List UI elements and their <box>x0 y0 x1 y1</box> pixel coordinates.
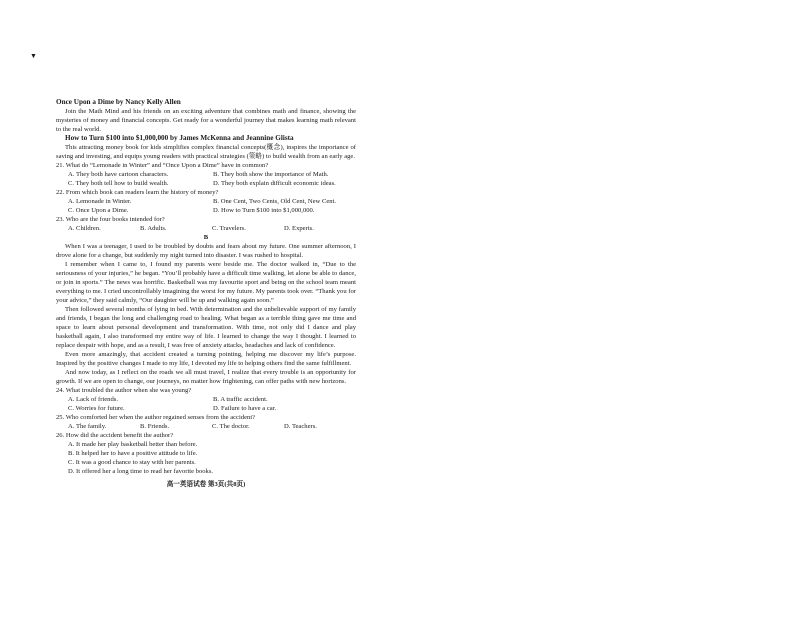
option-a: A. Lack of friends. <box>68 396 118 403</box>
question-options <box>56 170 356 188</box>
question-21 <box>56 161 356 188</box>
question-options <box>56 224 356 233</box>
question-options <box>56 395 356 413</box>
question-stem: 22. From which book can readers learn the history of money? <box>56 189 219 196</box>
corner-mark: ▼ <box>30 52 37 60</box>
option-c: C. Once Upon a Dime. <box>68 207 129 214</box>
question-23 <box>56 215 356 233</box>
question-options <box>56 422 356 431</box>
option-d: D. Failure to have a car. <box>213 405 277 412</box>
passage-paragraph: And now today, as I reflect on the roads we all must travel, I realize that every trouble is an opportunity for growth. If we are open to change, our journeys, no matter how frightening, can offer paths with new horizons. <box>56 369 356 385</box>
passage <box>56 242 356 386</box>
exam-page <box>56 98 356 489</box>
option-c: C. They both tell how to build wealth. <box>68 180 169 187</box>
option-b: B. A traffic accident. <box>213 396 268 403</box>
book-b-description: This attracting money book for kids simplifies complex financial concepts(概念), inspires the importance of saving and investing, and equips young readers with practical strategies (策略) to build wealth from an early age. <box>56 144 356 160</box>
page-footer: 高一英语试卷 第3页(共8页) <box>166 481 246 488</box>
option-b: B. One Cent, Two Cents, Old Cent, New Cent. <box>213 198 337 205</box>
question-25 <box>56 413 356 431</box>
option-d: D. It offered her a long time to read her favorite books. <box>68 468 214 475</box>
option-a: A. They both have cartoon characters. <box>68 171 169 178</box>
option-a: A. It made her play basketball better than before. <box>68 441 198 448</box>
option-a: A. Children. <box>68 225 101 232</box>
question-stem: 25. Who comforted her when the author regained senses from the accident? <box>56 414 256 421</box>
book-a-title: Once Upon a Dime by Nancy Kelly Allen <box>56 98 181 106</box>
option-d: D. Teachers. <box>284 423 317 430</box>
book-a-description: Join the Math Mind and his friends on an exciting adventure that combines math and finance, showing the mysteries of money and financial concepts. Get ready for a wonderful journey that makes learning math relevant to the real world. <box>56 108 356 133</box>
option-a: A. The family. <box>68 423 107 430</box>
section-b-label: B <box>203 234 209 241</box>
question-22 <box>56 188 356 215</box>
option-b: B. They both show the importance of Math. <box>213 171 329 178</box>
passage-paragraph: When I was a teenager, I used to be troubled by doubts and fears about my future. One summer afternoon, I drove alone for a change, but suddenly my night turned into disaster. I was rushed to hospital. <box>56 243 356 259</box>
passage-paragraph: Even more amazingly, that accident created a turning pointing, helping me discover my life’s purpose. Inspired by the positive changes I made to my life, I devoted my life to helping others find the same fulfillment. <box>56 351 356 367</box>
question-options <box>56 197 356 215</box>
option-b: B. Adults. <box>140 225 167 232</box>
question-stem: 26. How did the accident benefit the author? <box>56 432 174 439</box>
option-c: C. The doctor. <box>212 423 250 430</box>
option-d: D. They both explain difficult economic ideas. <box>213 180 336 187</box>
option-c: C. It was a good chance to stay with her parents. <box>68 459 196 466</box>
question-options <box>56 440 356 476</box>
option-b: B. Friends. <box>140 423 170 430</box>
option-c: C. Worries for future. <box>68 405 125 412</box>
question-24 <box>56 386 356 413</box>
option-a: A. Lemonade in Winter. <box>68 198 132 205</box>
question-stem: 23. Who are the four books intended for? <box>56 216 165 223</box>
option-d: D. How to Turn $100 into $1,000,000. <box>213 207 315 214</box>
passage-paragraph: I remember when I came to, I found my parents were beside me. The doctor walked in, “Due to the seriousness of your injuries,” he began. “You’ll probably have a difficult time walking, let alone be able to dance, or join in sports.” The news was horrific. Basketball was my favourite sport and being on the school team meant everything to me. I cried uncontrollably imagining the worst for my future. My parents took over. “Thank you for your advice,” they said calmly, “Our daughter will be up and walking again soon.” <box>56 261 356 304</box>
question-26 <box>56 431 356 476</box>
book-b-title: How to Turn $100 into $1,000,000 by James McKenna and Jeannine Glista <box>65 134 294 142</box>
option-c: C. Travelers. <box>212 225 246 232</box>
option-d: D. Experts. <box>284 225 314 232</box>
question-stem: 24. What troubled the author when she was young? <box>56 387 192 394</box>
passage-paragraph: Then followed several months of lying in bed. With determination and the unbelievable support of my family and friends, I began the long and challenging road to healing. What began as a terrible thing gave me time and space to learn about personal development and transformation. With time, not only did I dance and play basketball again, I also transformed my entire way of life. I learned to change the way I thought. I learned to replace despair with hope, and as a result, I was free of anxiety attacks, headaches and lack of confidence. <box>56 306 356 349</box>
option-b: B. It helped her to have a positive attitude to life. <box>68 450 198 457</box>
question-stem: 21. What do “Lemonade in Winter” and “Once Upon a Dime” have in common? <box>56 162 269 169</box>
